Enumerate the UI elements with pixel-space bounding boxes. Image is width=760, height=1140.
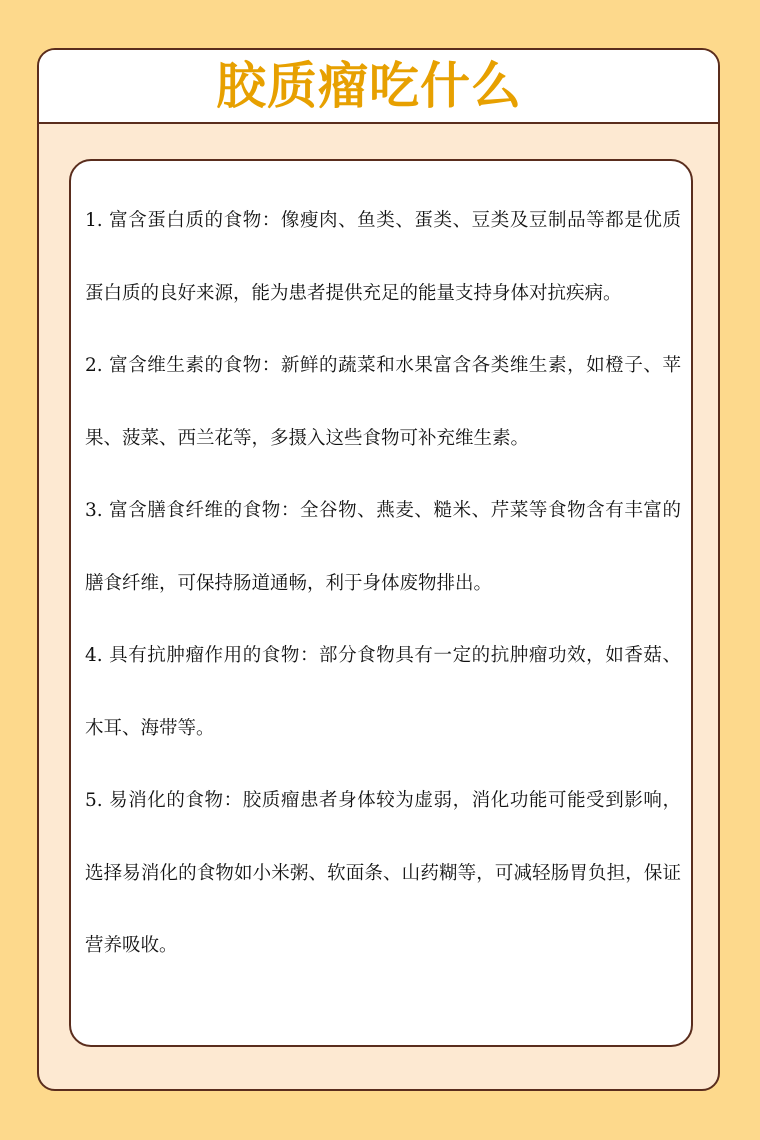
card — [37, 48, 720, 1091]
list-item — [85, 765, 681, 983]
page-title: 胶质瘤吃什么 — [216, 57, 522, 115]
item-number: 2. — [85, 355, 103, 376]
list-item — [85, 620, 681, 765]
item-text: 富含蛋白质的食物：像瘦肉、鱼类、蛋类、豆类及豆制品等都是优质蛋白质的良好来源，能为患者提供充足的能量支持身体对抗疾病。 — [85, 210, 681, 304]
title-band — [39, 50, 718, 124]
list-item — [85, 185, 681, 330]
item-text: 富含膳食纤维的食物：全谷物、燕麦、糙米、芹菜等食物含有丰富的膳食纤维，可保持肠道通畅，利于身体废物排出。 — [85, 500, 681, 594]
list-item — [85, 475, 681, 620]
item-text: 易消化的食物：胶质瘤患者身体较为虚弱，消化功能可能受到影响，选择易消化的食物如小米粥、软面条、山药糊等，可减轻肠胃负担，保证营养吸收。 — [85, 790, 681, 956]
list-item — [85, 330, 681, 475]
item-text: 富含维生素的食物：新鲜的蔬菜和水果富含各类维生素，如橙子、苹果、菠菜、西兰花等，多摄入这些食物可补充维生素。 — [85, 355, 681, 449]
item-number: 1. — [85, 210, 103, 231]
item-number: 3. — [85, 500, 103, 521]
item-number: 4. — [85, 645, 103, 666]
item-text: 具有抗肿瘤作用的食物：部分食物具有一定的抗肿瘤功效，如香菇、木耳、海带等。 — [85, 645, 681, 739]
item-number: 5. — [85, 790, 103, 811]
content-box — [69, 159, 693, 1047]
